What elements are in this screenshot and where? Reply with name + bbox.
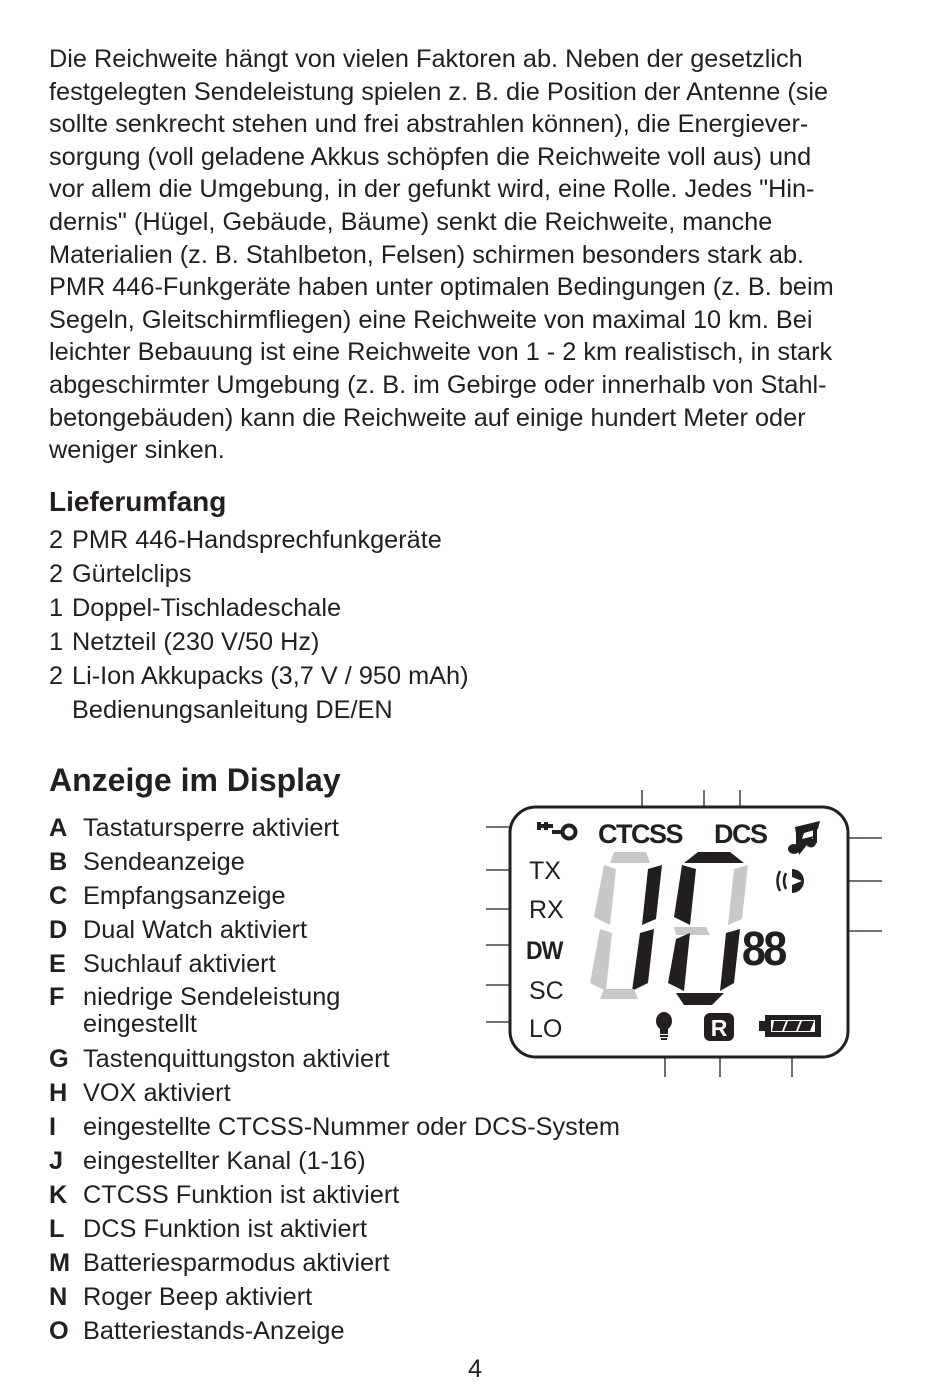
lcd-display-diagram — [480, 785, 890, 1085]
legend-letter: F — [49, 983, 65, 1011]
legend-letter: B — [49, 848, 68, 876]
scope-text: Gürtelclips — [72, 560, 192, 588]
intro-line: sollte senkrecht stehen und frei abstrahlen können), die Energiever- — [49, 110, 809, 139]
lcd-dcs-label: DCS — [714, 819, 767, 849]
legend-letter: D — [49, 916, 68, 944]
scope-qty: 1 — [49, 628, 64, 656]
legend-letter: G — [49, 1045, 69, 1073]
legend-letter: M — [49, 1249, 71, 1277]
legend-item — [49, 1280, 620, 1314]
legend-item — [49, 1110, 620, 1144]
scope-qty: 2 — [49, 526, 64, 554]
scope-item — [49, 659, 469, 693]
legend-text: eingestellte CTCSS-Nummer oder DCS-System — [83, 1113, 621, 1141]
lcd-sc-label: SC — [529, 977, 564, 1005]
scope-item — [49, 523, 469, 557]
legend-letter: J — [49, 1147, 64, 1175]
legend-letter: L — [49, 1215, 65, 1243]
legend-text: Batteriesparmodus aktiviert — [83, 1249, 390, 1277]
scope-item — [49, 557, 469, 591]
legend-item — [49, 1314, 620, 1348]
legend-item — [49, 1144, 620, 1178]
legend-item — [49, 1178, 620, 1212]
legend-letter: A — [49, 814, 68, 842]
scope-heading: Lieferumfang — [49, 486, 227, 517]
scope-text: Bedienungsanleitung DE/EN — [72, 696, 393, 724]
legend-text: Empfangsanzeige — [83, 882, 286, 910]
lcd-ctcss-label: CTCSS — [598, 819, 683, 849]
legend-letter: C — [49, 882, 68, 910]
legend-letter: E — [49, 950, 66, 978]
legend-letter: N — [49, 1283, 68, 1311]
scope-list — [49, 523, 469, 727]
scope-text: Netzteil (230 V/50 Hz) — [72, 628, 320, 656]
legend-text-continued: eingestellt — [83, 1010, 197, 1038]
intro-line: leichter Bebauung ist eine Reichweite von 1 - 2 km realistisch, in stark — [49, 338, 833, 367]
legend-text: Batteriestands-Anzeige — [83, 1317, 345, 1345]
lcd-lo-label: LO — [529, 1015, 563, 1043]
scope-text: Doppel-Tischladeschale — [72, 594, 342, 622]
legend-text: Tastenquittungston aktiviert — [83, 1045, 390, 1073]
legend-text: niedrige Sendeleistung — [83, 983, 341, 1011]
legend-item — [49, 1212, 620, 1246]
legend-text: eingestellter Kanal (1-16) — [83, 1147, 366, 1175]
legend-text: VOX aktiviert — [83, 1079, 231, 1107]
segment-d — [600, 989, 638, 999]
intro-line: Die Reichweite hängt von vielen Faktoren ab. Neben der gesetzlich — [49, 45, 803, 73]
intro-line: vor allem die Umgebung, in der gefunkt wird, eine Rolle. Jedes "Hin- — [49, 175, 815, 204]
page-number: 4 — [467, 1355, 483, 1383]
scope-qty: 1 — [49, 594, 64, 622]
scope-item — [49, 591, 469, 625]
intro-line: Materialien (z. B. Stahlbeton, Felsen) schirmen besonders stark ab. — [49, 240, 805, 269]
roger-beep-letter: R — [710, 1015, 728, 1041]
legend-text: CTCSS Funktion ist aktiviert — [83, 1181, 400, 1209]
scope-item — [49, 693, 469, 727]
intro-line: PMR 446-Funkgeräte haben unter optimalen Bedingungen (z. B. beim — [49, 273, 834, 302]
intro-paragraph — [49, 43, 919, 467]
intro-line: sorgung (voll geladene Akkus schöpfen die Reichweite voll aus) und — [49, 142, 812, 171]
scope-qty: 2 — [49, 662, 64, 690]
legend-letter: I — [49, 1113, 57, 1141]
intro-line: abgeschirmter Umgebung (z. B. im Gebirge oder innerhalb von Stahl- — [49, 370, 827, 399]
legend-letter: H — [49, 1079, 68, 1107]
intro-line: Segeln, Gleitschirmfliegen) eine Reichweite von maximal 10 km. Bei — [49, 305, 813, 334]
intro-line: weniger sinken. — [49, 436, 225, 465]
scope-text: Li-Ion Akkupacks (3,7 V / 950 mAh) — [72, 662, 469, 690]
intro-line: festgelegten Sendeleistung spielen z. B. die Position der Antenne (sie — [49, 77, 829, 106]
lcd-dw-label: DW — [526, 937, 563, 966]
legend-text: Suchlauf aktiviert — [83, 950, 276, 978]
lcd-rx-label: RX — [529, 896, 564, 924]
legend-letter: O — [49, 1317, 69, 1345]
legend-text: Sendeanzeige — [83, 848, 245, 876]
scope-text: PMR 446-Handsprechfunkgeräte — [72, 526, 442, 554]
legend-text: Dual Watch aktiviert — [83, 916, 307, 944]
intro-line: betongebäuden) kann die Reichweite auf einige hundert Meter oder — [49, 403, 806, 432]
intro-line: dernis" (Hügel, Gebäude, Bäume) senkt die Reichweite, manche — [49, 207, 773, 236]
lcd-tx-label: TX — [529, 857, 561, 885]
display-heading: Anzeige im Display — [49, 762, 341, 798]
legend-item — [49, 1246, 620, 1280]
battery-icon — [759, 1015, 821, 1037]
segment-g — [674, 927, 710, 935]
segment-a — [610, 852, 650, 863]
scope-qty: 2 — [49, 560, 64, 588]
legend-letter: K — [49, 1181, 68, 1209]
legend-text: Roger Beep aktiviert — [83, 1283, 313, 1311]
scope-item — [49, 625, 469, 659]
lcd-small-digits: 88 — [741, 921, 785, 976]
legend-text: Tastatursperre aktiviert — [83, 814, 339, 842]
legend-text: DCS Funktion ist aktiviert — [83, 1215, 367, 1243]
